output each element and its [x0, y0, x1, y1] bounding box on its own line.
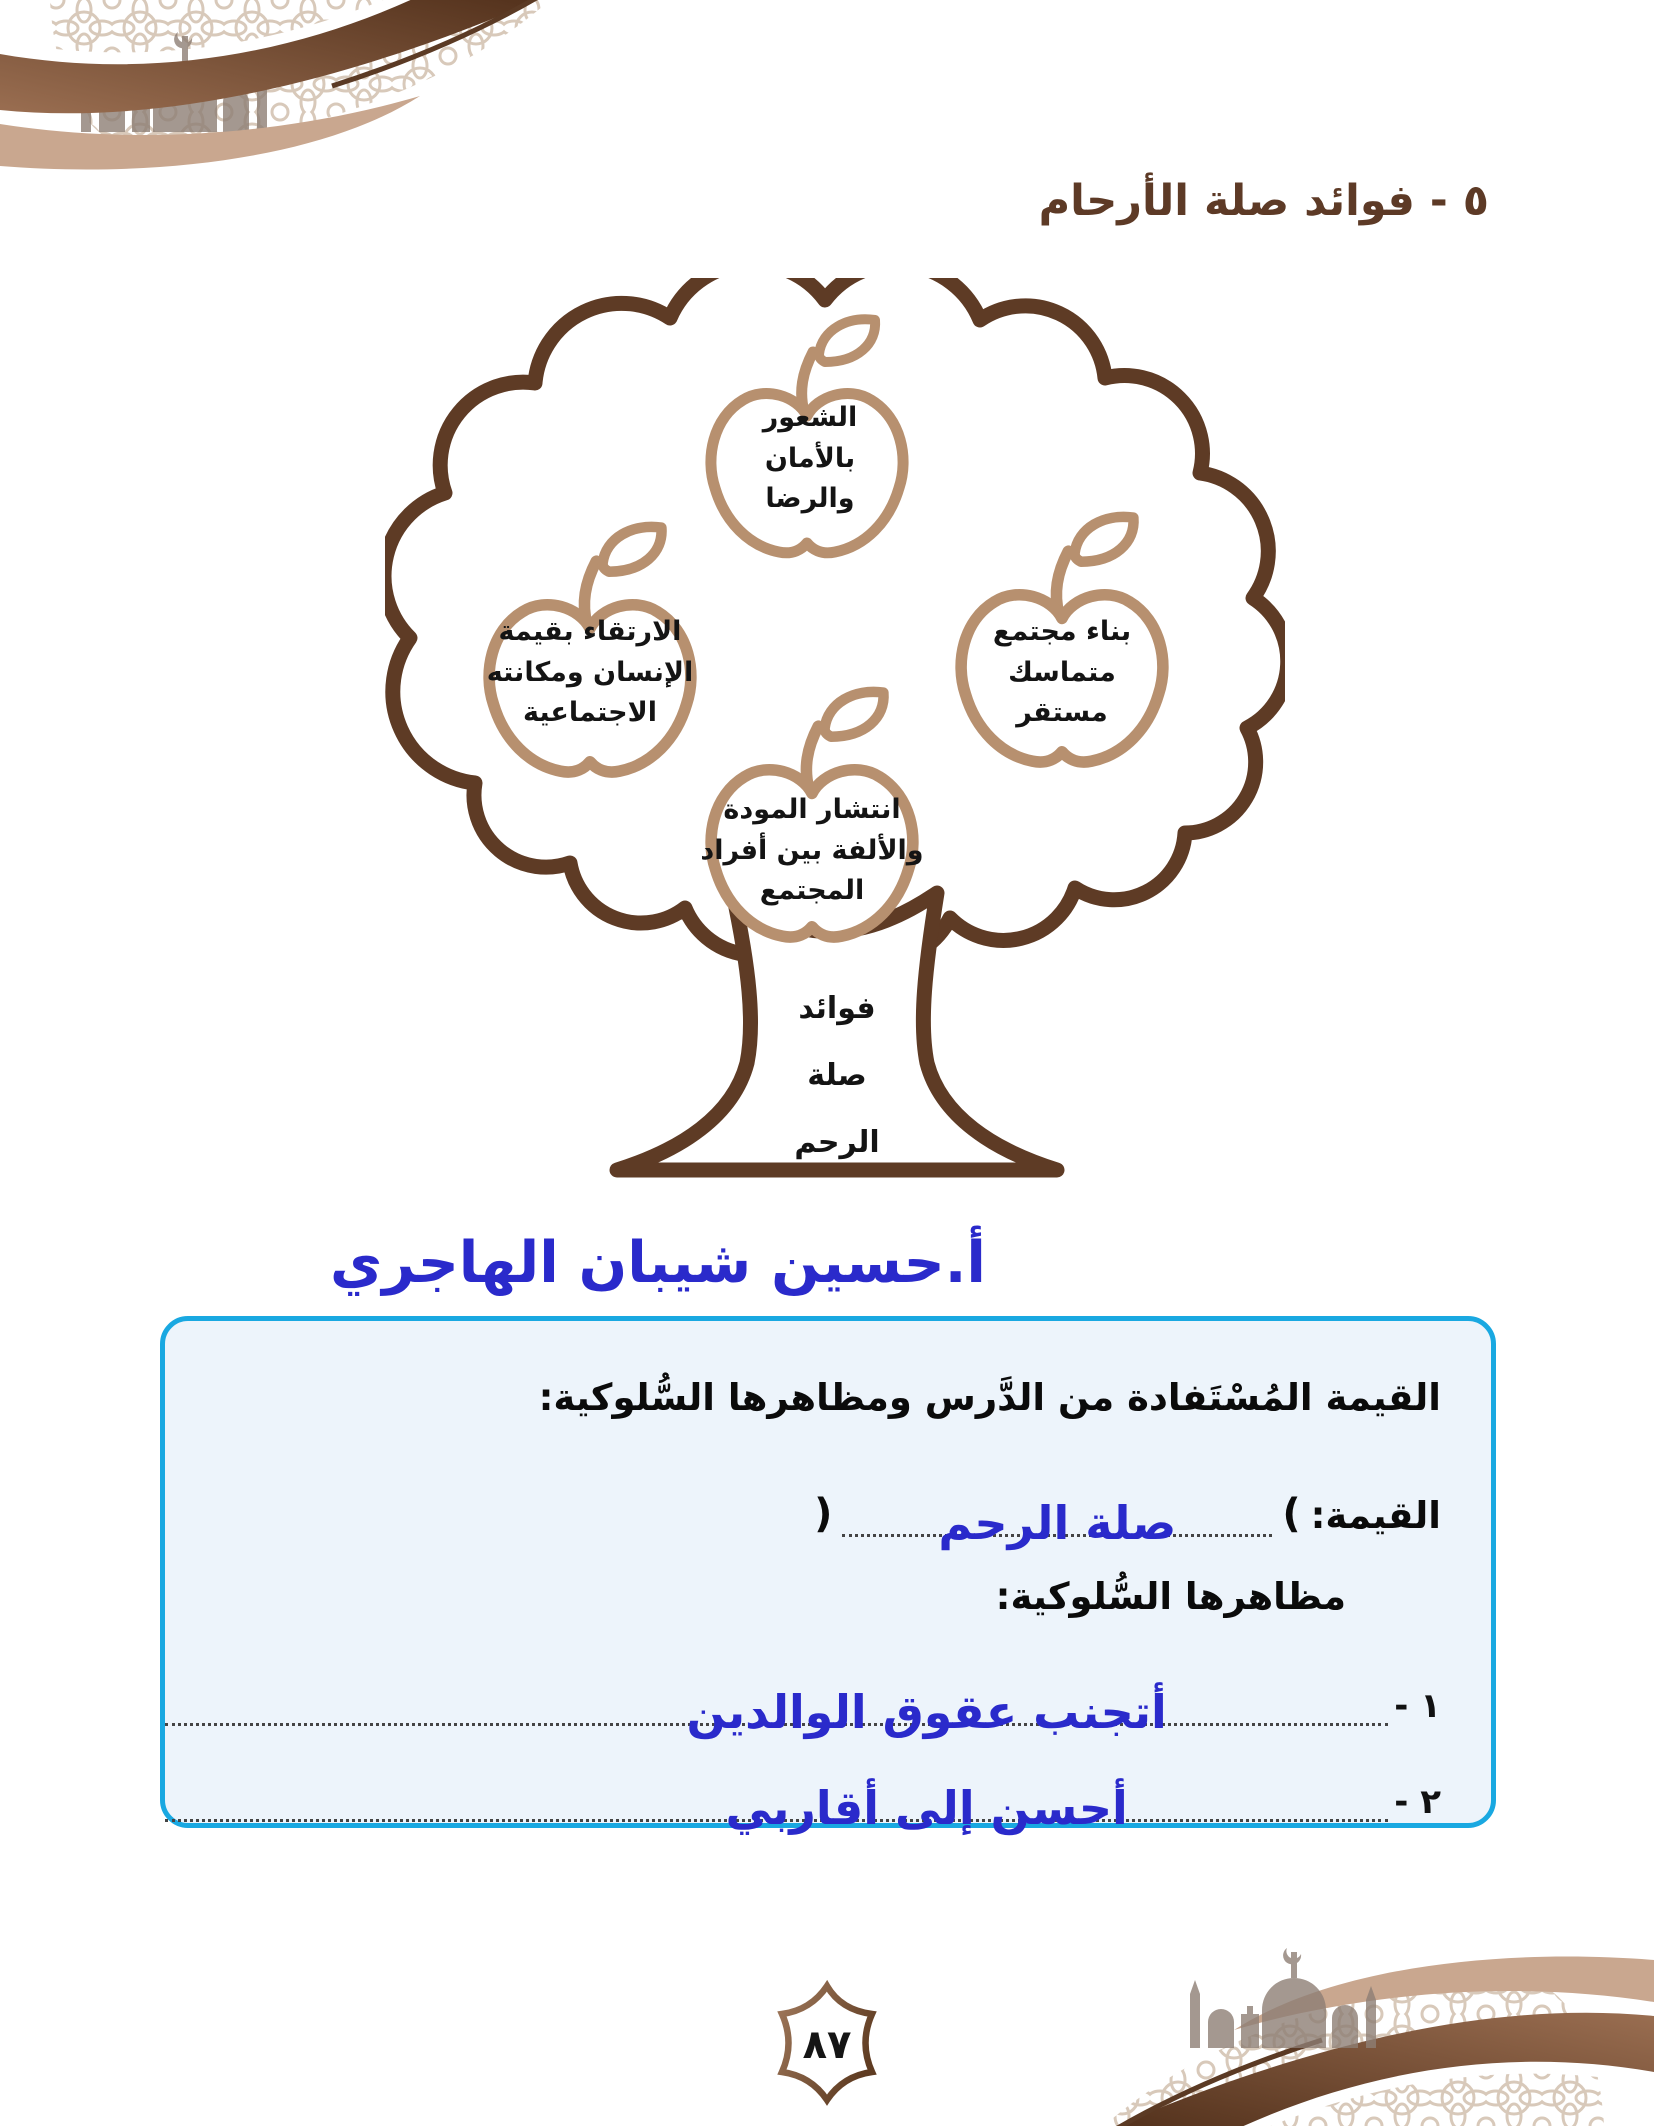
trunk-label — [747, 975, 927, 1176]
value-summary-box — [160, 1316, 1496, 1835]
apple-label-affection: انتشار المودة والألفة بين أفراد المجتمع — [700, 794, 924, 906]
value-answer-line — [842, 1496, 1272, 1550]
value-label: القيمة: — [1310, 1494, 1441, 1537]
trunk-line-3: الرحم — [794, 1125, 880, 1160]
apple-label-society: بناء مجتمع متماسك مستقر — [992, 616, 1132, 728]
benefits-tree-diagram — [385, 278, 1285, 1233]
item-2-number: ٢ - — [1394, 1782, 1441, 1822]
item-2-answer-handwriting: أحسن إلى أقاربي — [725, 1781, 1128, 1835]
apple-label-human-value: الارتقاء بقيمة الإنسان ومكانته الاجتماعية — [486, 616, 694, 728]
behavior-item-2 — [165, 1744, 1441, 1835]
item-1-answer-handwriting: أتجنب عقوق الوالدين — [686, 1685, 1167, 1739]
item-1-number: ١ - — [1394, 1686, 1441, 1726]
page-title: ٥ - فوائد صلة الأرحام — [1038, 176, 1489, 226]
item-2-answer-line — [165, 1781, 1388, 1835]
item-1-answer-line — [165, 1685, 1388, 1739]
trunk-line-1: فوائد — [798, 991, 876, 1026]
behaviors-heading: مظاهرها السُّلوكية: — [995, 1575, 1346, 1618]
page-number-badge — [767, 1978, 887, 2108]
value-row — [197, 1459, 1441, 1550]
value-box-heading: القيمة المُسْتَفادة من الدَّرس ومظاهرها السُّلوكية: — [538, 1376, 1441, 1419]
close-paren: ) — [814, 1491, 833, 1537]
trunk-line-2: صلة — [807, 1058, 867, 1093]
teacher-name-handwriting: أ.حسين شيبان الهاجري — [330, 1230, 986, 1296]
page-number: ٨٧ — [802, 2022, 852, 2068]
corner-ornament-top-left — [0, 0, 580, 210]
open-paren: ( — [1282, 1491, 1301, 1537]
behavior-item-1 — [165, 1648, 1441, 1739]
apple-label-safety: الشعور بالأمان والرضا — [762, 402, 858, 514]
value-answer-handwriting: صلة الرحم — [938, 1496, 1177, 1550]
corner-ornament-bottom-right — [1074, 1906, 1654, 2126]
